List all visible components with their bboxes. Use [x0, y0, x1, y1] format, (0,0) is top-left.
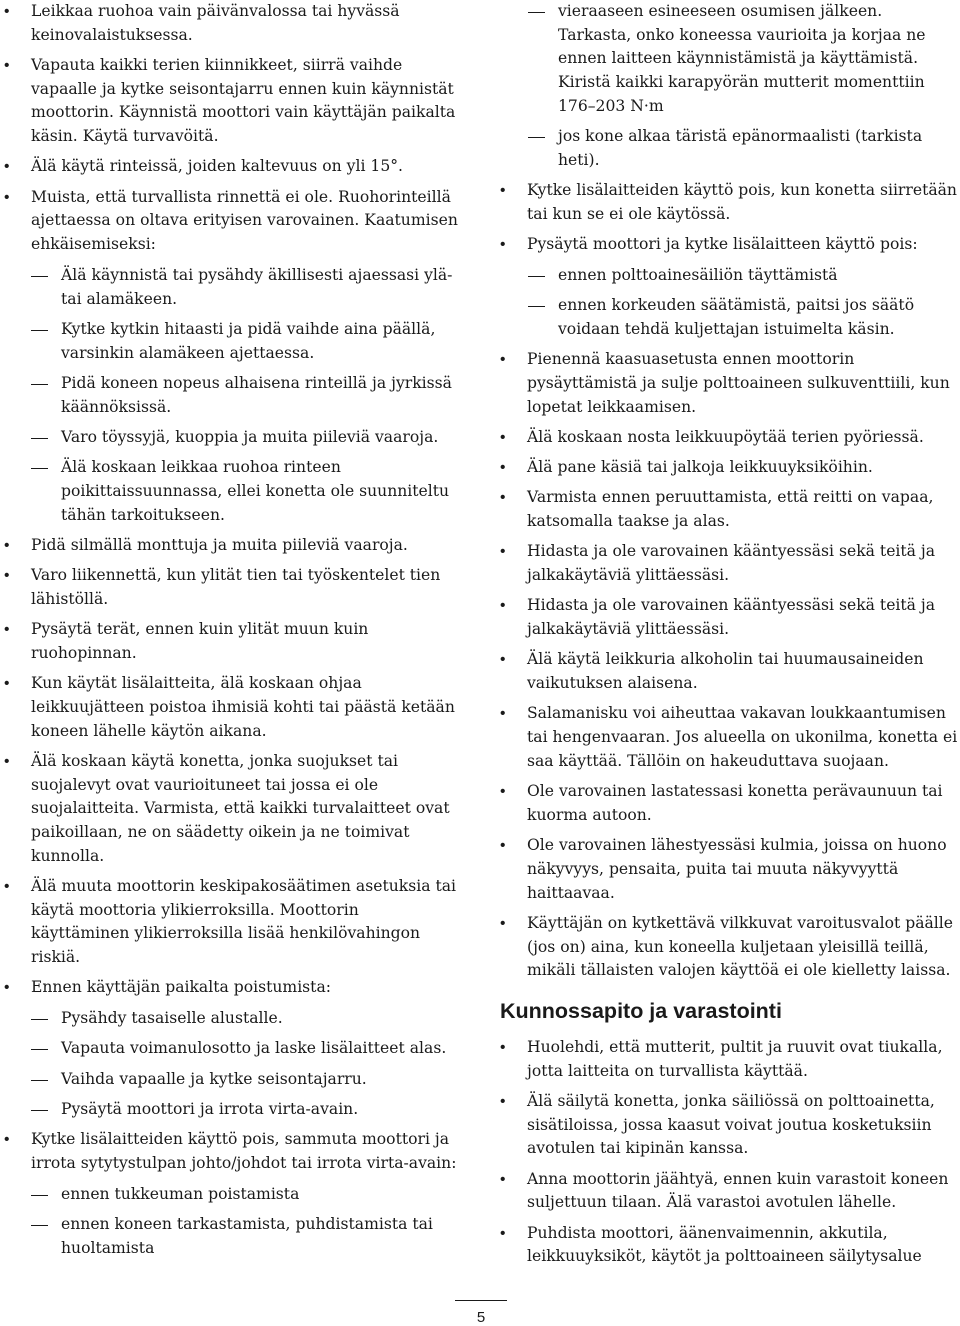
list-item-text: Käyttäjän on kytkettävä vilkkuvat varoitusvalot päälle (jos on) aina, kun koneella kuljetaan yleisillä teillä, mikäli tällaisten valojen käyttöä ei ole kielletty laissa.	[527, 913, 953, 980]
list-item	[500, 456, 960, 480]
right-bullet-list	[500, 179, 960, 983]
list-item	[500, 834, 960, 905]
list-item-text: Kytke lisälaitteiden käyttö pois, sammuta moottori ja irrota sytytystulpan johto/johdot tai irrota virta-avain:	[31, 1130, 457, 1172]
list-item-text: Puhdista moottori, äänenvaimennin, akkutila, leikkuuyksiköt, käytöt ja polttoaineen säilytysalue	[527, 1223, 922, 1266]
list-item	[500, 540, 960, 587]
list-item	[0, 155, 462, 179]
continued-text: Tarkasta, onko koneessa vaurioita ja korjaa ne ennen laitteen käynnistämistä ja käyttämistä. Kiristä kaikki karapyörän mutterit momenttiin 176–203 N·m	[558, 25, 926, 115]
list-item-text: Kun käytät lisälaitteita, älä koskaan ohjaa leikkuujätteen poistoa ihmisiä kohti tai päästä ketään koneen lähelle käytön aikana.	[31, 674, 455, 740]
left-column	[0, 0, 462, 1267]
sub-list-item: ennen koneen tarkastamista, puhdistamista tai huoltamista	[0, 1213, 462, 1260]
list-item-text: Vapauta kaikki terien kiinnikkeet, siirrä vaihde vapaalle ja kytke seisontajarru ennen kuin käynnistät moottorin. Käynnistä moottori vain käyttäjän paikalta käsin. Käytä turvavöitä.	[31, 56, 456, 146]
list-item-text: Pysäytä moottori ja kytke lisälaitteen käyttö pois:	[527, 235, 918, 254]
sub-list-item: Vaihda vapaalle ja kytke seisontajarru.	[0, 1068, 462, 1092]
list-item-text: Hidasta ja ole varovainen kääntyessäsi sekä teitä ja jalkakäytäviä ylittäessäsi.	[527, 542, 936, 585]
list-item	[500, 594, 960, 641]
sub-list-item: Älä koskaan leikkaa ruohoa rinteen poikittaissuunnassa, ellei konetta ole suunniteltu tähän tarkoitukseen.	[0, 456, 462, 527]
list-item-text: Ole varovainen lähestyessäsi kulmia, joissa on huono näkyvyys, pensaita, puita tai muuta näkyvyyttä haittaavaa.	[527, 836, 947, 902]
list-item	[0, 534, 462, 558]
sub-list-item: ennen polttoainesäiliön täyttämistä	[500, 264, 960, 288]
sub-list	[31, 1183, 462, 1261]
page-number: 5	[455, 1300, 507, 1326]
sub-list-item: Kytke kytkin hitaasti ja pidä vaihde aina päällä, varsinkin alamäkeen ajettaessa.	[0, 318, 462, 365]
list-item	[500, 1222, 960, 1269]
list-item	[500, 1168, 960, 1215]
sub-list-item: Pysäytä moottori ja irrota virta-avain.	[0, 1098, 462, 1122]
list-item-text: Älä muuta moottorin keskipakosäätimen asetuksia tai käytä moottoria ylikierroksilla. Moottorin käyttäminen ylikierroksilla lisää henkilövahingon riskiä.	[31, 876, 456, 967]
list-item-text: Huolehdi, että mutterit, pultit ja ruuvit ovat tiukalla, jotta laitteita on turvallista käyttää.	[527, 1037, 943, 1080]
sub-list-item: ennen korkeuden säätämistä, paitsi jos säätö voidaan tehdä kuljettajan istuimelta käsin.	[500, 294, 960, 341]
list-item-text: Pysäytä terät, ennen kuin ylität muun kuin ruohopinnan.	[31, 620, 369, 662]
sub-list-item: Pysähdy tasaiselle alustalle.	[0, 1007, 462, 1031]
list-item	[0, 875, 462, 970]
list-item	[0, 750, 462, 869]
sub-list	[31, 264, 462, 527]
right-column	[500, 0, 960, 1276]
list-item-text: Muista, että turvallista rinnettä ei ole. Ruohorinteillä ajettaessa on oltava erityisen varovainen. Kaatumisen ehkäisemiseksi:	[31, 187, 458, 254]
list-item-text: Kytke lisälaitteiden käyttö pois, kun konetta siirretään tai kun se ei ole käytössä.	[527, 181, 957, 223]
list-item-text: Ole varovainen lastatessasi konetta perävaunuun tai kuorma autoon.	[527, 782, 943, 824]
list-item-text: Hidasta ja ole varovainen kääntyessäsi sekä teitä ja jalkakäytäviä ylittäessäsi.	[527, 596, 936, 639]
list-item	[500, 486, 960, 533]
list-item	[500, 348, 960, 419]
list-item-text: Älä koskaan käytä konetta, jonka suojukset tai suojalevyt ovat vaurioituneet tai jossa ei ole suojalaitteita. Varmista, että kaikki turvalaitteet ovat paikoillaan, ne on säädetty oikein ja ne toimivat kunnolla.	[31, 751, 450, 865]
sub-list-item: Varo töyssyjä, kuoppia ja muita piileviä vaaroja.	[0, 426, 462, 450]
maintenance-bullet-list	[500, 1036, 960, 1269]
list-item-text: Älä pane käsiä tai jalkoja leikkuuyksiköihin.	[527, 458, 873, 477]
list-item	[500, 179, 960, 226]
left-bullet-list	[0, 0, 462, 1260]
continued-dash-item-2: jos kone alkaa täristä epänormaalisti (tarkista heti).	[500, 125, 960, 172]
sub-list-item: ennen tukkeuman poistamista	[0, 1183, 462, 1207]
sub-list	[527, 264, 960, 342]
list-item	[0, 618, 462, 665]
list-item	[0, 672, 462, 743]
sub-list-item: Pidä koneen nopeus alhaisena rinteillä ja jyrkissä käännöksissä.	[0, 372, 462, 419]
list-item	[500, 1036, 960, 1083]
list-item	[0, 0, 462, 47]
list-item-text: Pidä silmällä monttuja ja muita piileviä vaaroja.	[31, 535, 408, 554]
list-item	[500, 912, 960, 983]
list-item	[0, 54, 462, 149]
list-item	[0, 1128, 462, 1260]
list-item	[0, 564, 462, 611]
list-item-text: Pienennä kaasuasetusta ennen moottorin pysäyttämistä ja sulje polttoaineen sulkuventtiili, kun lopetat leikkaamisen.	[527, 350, 950, 416]
list-item	[0, 186, 462, 528]
section-title: Kunnossapito ja varastointi	[500, 998, 782, 1023]
list-item	[500, 702, 960, 773]
list-item	[0, 976, 462, 1121]
list-item-text: Varmista ennen peruuttamista, että reitti on vapaa, katsomalla taakse ja alas.	[527, 488, 934, 531]
list-item-text: Älä käytä rinteissä, joiden kaltevuus on yli 15°.	[31, 157, 403, 176]
list-item-text: Ennen käyttäjän paikalta poistumista:	[31, 978, 331, 997]
list-item	[500, 1090, 960, 1161]
list-item-text: Älä käytä leikkuria alkoholin tai huumausaineiden vaikutuksen alaisena.	[527, 650, 924, 693]
list-item-text: Leikkaa ruohoa vain päivänvalossa tai hyvässä keinovalaistuksessa.	[31, 2, 400, 44]
list-item-text: Älä koskaan nosta leikkuupöytää terien pyöriessä.	[527, 427, 924, 446]
list-item-text: Älä säilytä konetta, jonka säiliössä on polttoainetta, sisätiloissa, jossa kaasut voivat joutua kosketuksiin avotulen tai kipinän kanssa.	[527, 1091, 935, 1158]
list-item	[500, 648, 960, 695]
list-item	[500, 780, 960, 827]
list-item-text: Salamanisku voi aiheuttaa vakavan loukkaantumisen tai hengenvaaran. Jos alueella on ukonilma, konetta ei saa käyttää. Tällöin on hakeuduttava suojaan.	[527, 704, 958, 770]
continued-dash-item: vieraaseen esineeseen osumisen jälkeen.	[500, 0, 960, 24]
sub-list	[31, 1007, 462, 1122]
list-item	[500, 426, 960, 450]
sub-list-item: Älä käynnistä tai pysähdy äkillisesti ajaessasi ylä- tai alamäkeen.	[0, 264, 462, 311]
list-item-text: Varo liikennettä, kun ylität tien tai työskentelet tien lähistöllä.	[31, 566, 441, 608]
list-item	[500, 233, 960, 341]
list-item-text: Anna moottorin jäähtyä, ennen kuin varastoit koneen suljettuun tilaan. Älä varastoi avotulen lähelle.	[527, 1169, 949, 1212]
sub-list-item: Vapauta voimanulosotto ja laske lisälaitteet alas.	[0, 1037, 462, 1061]
